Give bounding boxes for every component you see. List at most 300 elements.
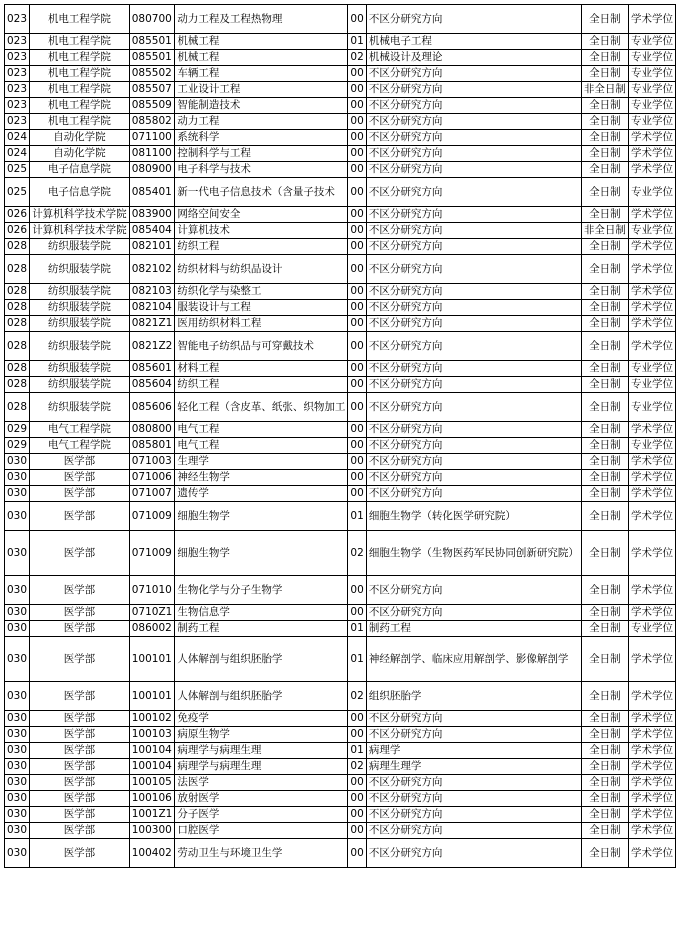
degree-type-cell: 学术学位	[628, 332, 675, 361]
table-row	[5, 682, 676, 711]
degree-type-cell: 学术学位	[628, 807, 675, 823]
direction-code-cell: 02	[348, 759, 367, 775]
direction-name-cell: 不区分研究方向	[366, 146, 581, 162]
direction-code-cell: 00	[348, 393, 367, 422]
college-name-cell: 医学部	[30, 759, 130, 775]
degree-type-cell: 学术学位	[628, 162, 675, 178]
direction-code-cell: 01	[348, 743, 367, 759]
direction-code-cell: 00	[348, 438, 367, 454]
major-code-cell: 100102	[129, 711, 175, 727]
direction-code-cell: 00	[348, 377, 367, 393]
major-name-cell: 智能制造技术	[175, 98, 348, 114]
college-name-cell: 机电工程学院	[30, 82, 130, 98]
direction-name-cell: 不区分研究方向	[366, 727, 581, 743]
major-code-cell: 100101	[129, 682, 175, 711]
major-code-cell: 085604	[129, 377, 175, 393]
major-code-cell: 085606	[129, 393, 175, 422]
college-name-cell: 纺织服装学院	[30, 239, 130, 255]
major-code-cell: 071009	[129, 502, 175, 531]
direction-code-cell: 00	[348, 361, 367, 377]
direction-code-cell: 00	[348, 284, 367, 300]
direction-code-cell: 00	[348, 576, 367, 605]
major-name-cell: 机械工程	[175, 50, 348, 66]
college-name-cell: 计算机科学技术学院	[30, 207, 130, 223]
degree-type-cell: 学术学位	[628, 207, 675, 223]
study-mode-cell: 全日制	[581, 470, 628, 486]
college-code-cell: 030	[5, 637, 30, 682]
study-mode-cell: 全日制	[581, 637, 628, 682]
degree-type-cell: 专业学位	[628, 98, 675, 114]
degree-type-cell: 学术学位	[628, 711, 675, 727]
direction-code-cell: 00	[348, 839, 367, 868]
college-code-cell: 030	[5, 454, 30, 470]
degree-type-cell: 学术学位	[628, 130, 675, 146]
degree-type-cell: 学术学位	[628, 255, 675, 284]
study-mode-cell: 全日制	[581, 823, 628, 839]
study-mode-cell: 全日制	[581, 178, 628, 207]
college-name-cell: 医学部	[30, 682, 130, 711]
table-row	[5, 807, 676, 823]
college-code-cell: 030	[5, 711, 30, 727]
study-mode-cell: 非全日制	[581, 82, 628, 98]
college-name-cell: 医学部	[30, 621, 130, 637]
direction-name-cell: 不区分研究方向	[366, 5, 581, 34]
major-name-cell: 生物信息学	[175, 605, 348, 621]
table-row	[5, 82, 676, 98]
major-name-cell: 分子医学	[175, 807, 348, 823]
direction-code-cell: 00	[348, 332, 367, 361]
college-code-cell: 028	[5, 377, 30, 393]
college-code-cell: 030	[5, 727, 30, 743]
table-row	[5, 637, 676, 682]
direction-name-cell: 不区分研究方向	[366, 454, 581, 470]
college-name-cell: 纺织服装学院	[30, 361, 130, 377]
college-code-cell: 026	[5, 223, 30, 239]
degree-type-cell: 专业学位	[628, 178, 675, 207]
direction-code-cell: 01	[348, 502, 367, 531]
major-code-cell: 082101	[129, 239, 175, 255]
major-code-cell: 100101	[129, 637, 175, 682]
table-row	[5, 531, 676, 576]
college-code-cell: 030	[5, 775, 30, 791]
direction-code-cell: 01	[348, 637, 367, 682]
direction-code-cell: 00	[348, 823, 367, 839]
study-mode-cell: 全日制	[581, 743, 628, 759]
study-mode-cell: 全日制	[581, 332, 628, 361]
college-name-cell: 医学部	[30, 470, 130, 486]
direction-name-cell: 病理生理学	[366, 759, 581, 775]
table-row	[5, 332, 676, 361]
college-code-cell: 029	[5, 438, 30, 454]
table-row	[5, 775, 676, 791]
table-row	[5, 823, 676, 839]
study-mode-cell: 全日制	[581, 502, 628, 531]
major-name-cell: 纺织材料与纺织品设计	[175, 255, 348, 284]
study-mode-cell: 全日制	[581, 239, 628, 255]
college-name-cell: 医学部	[30, 823, 130, 839]
college-name-cell: 计算机科学技术学院	[30, 223, 130, 239]
major-code-cell: 085404	[129, 223, 175, 239]
major-name-cell: 免疫学	[175, 711, 348, 727]
direction-name-cell: 不区分研究方向	[366, 207, 581, 223]
direction-name-cell: 不区分研究方向	[366, 839, 581, 868]
direction-code-cell: 00	[348, 605, 367, 621]
major-code-cell: 085501	[129, 50, 175, 66]
degree-type-cell: 学术学位	[628, 576, 675, 605]
degree-type-cell: 专业学位	[628, 377, 675, 393]
table-row	[5, 178, 676, 207]
direction-name-cell: 不区分研究方向	[366, 130, 581, 146]
direction-code-cell: 00	[348, 178, 367, 207]
college-name-cell: 纺织服装学院	[30, 300, 130, 316]
college-name-cell: 医学部	[30, 637, 130, 682]
direction-name-cell: 不区分研究方向	[366, 114, 581, 130]
major-code-cell: 0710Z1	[129, 605, 175, 621]
degree-type-cell: 学术学位	[628, 470, 675, 486]
study-mode-cell: 全日制	[581, 50, 628, 66]
college-name-cell: 医学部	[30, 839, 130, 868]
college-code-cell: 025	[5, 178, 30, 207]
direction-code-cell: 00	[348, 66, 367, 82]
direction-name-cell: 制药工程	[366, 621, 581, 637]
major-name-cell: 纺织工程	[175, 377, 348, 393]
college-name-cell: 机电工程学院	[30, 66, 130, 82]
degree-type-cell: 学术学位	[628, 743, 675, 759]
college-code-cell: 030	[5, 502, 30, 531]
college-name-cell: 纺织服装学院	[30, 393, 130, 422]
study-mode-cell: 全日制	[581, 98, 628, 114]
direction-code-cell: 00	[348, 239, 367, 255]
direction-code-cell: 00	[348, 486, 367, 502]
major-code-cell: 100103	[129, 727, 175, 743]
major-name-cell: 劳动卫生与环境卫生学	[175, 839, 348, 868]
table-row	[5, 114, 676, 130]
major-name-cell: 系统科学	[175, 130, 348, 146]
direction-name-cell: 不区分研究方向	[366, 791, 581, 807]
direction-name-cell: 不区分研究方向	[366, 775, 581, 791]
degree-type-cell: 学术学位	[628, 531, 675, 576]
study-mode-cell: 全日制	[581, 531, 628, 576]
study-mode-cell: 全日制	[581, 791, 628, 807]
table-row	[5, 34, 676, 50]
major-name-cell: 人体解剖与组织胚胎学	[175, 682, 348, 711]
direction-code-cell: 00	[348, 300, 367, 316]
degree-type-cell: 学术学位	[628, 775, 675, 791]
major-name-cell: 病理学与病理生理	[175, 743, 348, 759]
table-row	[5, 377, 676, 393]
study-mode-cell: 全日制	[581, 255, 628, 284]
degree-type-cell: 学术学位	[628, 146, 675, 162]
direction-name-cell: 不区分研究方向	[366, 470, 581, 486]
direction-code-cell: 00	[348, 98, 367, 114]
direction-name-cell: 不区分研究方向	[366, 332, 581, 361]
table-row	[5, 727, 676, 743]
college-code-cell: 023	[5, 114, 30, 130]
college-code-cell: 023	[5, 98, 30, 114]
study-mode-cell: 全日制	[581, 621, 628, 637]
major-name-cell: 服装设计与工程	[175, 300, 348, 316]
direction-code-cell: 02	[348, 50, 367, 66]
study-mode-cell: 全日制	[581, 300, 628, 316]
table-row	[5, 839, 676, 868]
direction-name-cell: 不区分研究方向	[366, 284, 581, 300]
table-row	[5, 454, 676, 470]
direction-name-cell: 组织胚胎学	[366, 682, 581, 711]
major-code-cell: 071006	[129, 470, 175, 486]
direction-name-cell: 不区分研究方向	[366, 255, 581, 284]
major-name-cell: 法医学	[175, 775, 348, 791]
study-mode-cell: 全日制	[581, 284, 628, 300]
degree-type-cell: 专业学位	[628, 393, 675, 422]
college-code-cell: 023	[5, 5, 30, 34]
major-name-cell: 放射医学	[175, 791, 348, 807]
major-code-cell: 100106	[129, 791, 175, 807]
major-name-cell: 控制科学与工程	[175, 146, 348, 162]
study-mode-cell: 全日制	[581, 162, 628, 178]
direction-name-cell: 细胞生物学（生物医药军民协同创新研究院）	[366, 531, 581, 576]
college-name-cell: 电气工程学院	[30, 438, 130, 454]
study-mode-cell: 全日制	[581, 807, 628, 823]
direction-code-cell: 00	[348, 162, 367, 178]
major-code-cell: 0821Z2	[129, 332, 175, 361]
major-code-cell: 1001Z1	[129, 807, 175, 823]
degree-type-cell: 学术学位	[628, 759, 675, 775]
major-code-cell: 071003	[129, 454, 175, 470]
major-code-cell: 085502	[129, 66, 175, 82]
table-row	[5, 438, 676, 454]
major-name-cell: 病理学与病理生理	[175, 759, 348, 775]
major-code-cell: 081100	[129, 146, 175, 162]
degree-type-cell: 学术学位	[628, 502, 675, 531]
major-code-cell: 100104	[129, 759, 175, 775]
major-name-cell: 轻化工程（含皮革、纸张、织物加工	[175, 393, 348, 422]
table-row	[5, 743, 676, 759]
college-name-cell: 机电工程学院	[30, 50, 130, 66]
college-code-cell: 024	[5, 130, 30, 146]
college-code-cell: 029	[5, 422, 30, 438]
table-row	[5, 361, 676, 377]
direction-code-cell: 00	[348, 807, 367, 823]
table-row	[5, 576, 676, 605]
college-name-cell: 自动化学院	[30, 146, 130, 162]
college-name-cell: 医学部	[30, 727, 130, 743]
study-mode-cell: 全日制	[581, 454, 628, 470]
study-mode-cell: 全日制	[581, 146, 628, 162]
college-code-cell: 030	[5, 791, 30, 807]
college-code-cell: 030	[5, 621, 30, 637]
major-name-cell: 纺织工程	[175, 239, 348, 255]
degree-type-cell: 专业学位	[628, 66, 675, 82]
direction-code-cell: 00	[348, 470, 367, 486]
major-code-cell: 0821Z1	[129, 316, 175, 332]
degree-type-cell: 专业学位	[628, 34, 675, 50]
direction-name-cell: 不区分研究方向	[366, 422, 581, 438]
college-name-cell: 医学部	[30, 711, 130, 727]
table-row	[5, 486, 676, 502]
degree-type-cell: 学术学位	[628, 605, 675, 621]
table-row	[5, 470, 676, 486]
major-code-cell: 082103	[129, 284, 175, 300]
table-body	[5, 5, 676, 868]
major-code-cell: 085801	[129, 438, 175, 454]
major-code-cell: 080700	[129, 5, 175, 34]
degree-type-cell: 学术学位	[628, 486, 675, 502]
study-mode-cell: 全日制	[581, 438, 628, 454]
major-name-cell: 动力工程	[175, 114, 348, 130]
direction-name-cell: 不区分研究方向	[366, 807, 581, 823]
major-name-cell: 口腔医学	[175, 823, 348, 839]
college-name-cell: 医学部	[30, 486, 130, 502]
college-name-cell: 纺织服装学院	[30, 332, 130, 361]
direction-code-cell: 02	[348, 682, 367, 711]
table-row	[5, 621, 676, 637]
direction-name-cell: 病理学	[366, 743, 581, 759]
college-name-cell: 电气工程学院	[30, 422, 130, 438]
major-name-cell: 计算机技术	[175, 223, 348, 239]
college-name-cell: 医学部	[30, 454, 130, 470]
college-code-cell: 028	[5, 284, 30, 300]
college-code-cell: 028	[5, 393, 30, 422]
table-row	[5, 130, 676, 146]
major-code-cell: 085509	[129, 98, 175, 114]
direction-name-cell: 不区分研究方向	[366, 377, 581, 393]
table-row	[5, 316, 676, 332]
table-row	[5, 711, 676, 727]
direction-code-cell: 00	[348, 5, 367, 34]
degree-type-cell: 学术学位	[628, 300, 675, 316]
college-name-cell: 医学部	[30, 531, 130, 576]
study-mode-cell: 全日制	[581, 207, 628, 223]
major-name-cell: 制药工程	[175, 621, 348, 637]
college-name-cell: 电子信息学院	[30, 178, 130, 207]
major-name-cell: 机械工程	[175, 34, 348, 50]
degree-type-cell: 学术学位	[628, 316, 675, 332]
college-name-cell: 机电工程学院	[30, 34, 130, 50]
college-code-cell: 023	[5, 82, 30, 98]
major-code-cell: 080800	[129, 422, 175, 438]
table-row	[5, 50, 676, 66]
degree-type-cell: 学术学位	[628, 284, 675, 300]
direction-code-cell: 02	[348, 531, 367, 576]
college-name-cell: 医学部	[30, 576, 130, 605]
major-name-cell: 车辆工程	[175, 66, 348, 82]
direction-name-cell: 不区分研究方向	[366, 239, 581, 255]
direction-name-cell: 不区分研究方向	[366, 98, 581, 114]
table-row	[5, 207, 676, 223]
program-table	[4, 4, 676, 868]
direction-name-cell: 不区分研究方向	[366, 66, 581, 82]
direction-name-cell: 不区分研究方向	[366, 605, 581, 621]
major-name-cell: 病原生物学	[175, 727, 348, 743]
degree-type-cell: 学术学位	[628, 422, 675, 438]
study-mode-cell: 全日制	[581, 682, 628, 711]
major-name-cell: 神经生物学	[175, 470, 348, 486]
direction-name-cell: 不区分研究方向	[366, 300, 581, 316]
college-code-cell: 028	[5, 316, 30, 332]
college-name-cell: 纺织服装学院	[30, 377, 130, 393]
degree-type-cell: 学术学位	[628, 727, 675, 743]
study-mode-cell: 全日制	[581, 775, 628, 791]
direction-code-cell: 00	[348, 791, 367, 807]
major-name-cell: 细胞生物学	[175, 531, 348, 576]
college-name-cell: 医学部	[30, 791, 130, 807]
table-row	[5, 239, 676, 255]
college-code-cell: 030	[5, 807, 30, 823]
table-row	[5, 284, 676, 300]
degree-type-cell: 学术学位	[628, 5, 675, 34]
college-code-cell: 030	[5, 576, 30, 605]
table-row	[5, 255, 676, 284]
college-code-cell: 030	[5, 605, 30, 621]
table-row	[5, 791, 676, 807]
college-code-cell: 030	[5, 743, 30, 759]
table-row	[5, 66, 676, 82]
major-code-cell: 085802	[129, 114, 175, 130]
study-mode-cell: 全日制	[581, 727, 628, 743]
study-mode-cell: 全日制	[581, 422, 628, 438]
direction-code-cell: 00	[348, 130, 367, 146]
degree-type-cell: 专业学位	[628, 223, 675, 239]
major-code-cell: 085601	[129, 361, 175, 377]
table-row	[5, 98, 676, 114]
direction-code-cell: 00	[348, 82, 367, 98]
major-name-cell: 生理学	[175, 454, 348, 470]
study-mode-cell: 全日制	[581, 316, 628, 332]
college-code-cell: 028	[5, 332, 30, 361]
degree-type-cell: 学术学位	[628, 239, 675, 255]
college-code-cell: 030	[5, 531, 30, 576]
major-name-cell: 动力工程及工程热物理	[175, 5, 348, 34]
direction-code-cell: 00	[348, 207, 367, 223]
major-name-cell: 电气工程	[175, 422, 348, 438]
major-code-cell: 085507	[129, 82, 175, 98]
major-name-cell: 智能电子纺织品与可穿戴技术	[175, 332, 348, 361]
direction-name-cell: 不区分研究方向	[366, 162, 581, 178]
table-row	[5, 759, 676, 775]
direction-name-cell: 细胞生物学（转化医学研究院）	[366, 502, 581, 531]
direction-name-cell: 不区分研究方向	[366, 82, 581, 98]
college-name-cell: 纺织服装学院	[30, 316, 130, 332]
college-name-cell: 纺织服装学院	[30, 255, 130, 284]
college-name-cell: 自动化学院	[30, 130, 130, 146]
study-mode-cell: 非全日制	[581, 223, 628, 239]
study-mode-cell: 全日制	[581, 576, 628, 605]
major-code-cell: 100104	[129, 743, 175, 759]
major-code-cell: 071009	[129, 531, 175, 576]
direction-name-cell: 不区分研究方向	[366, 486, 581, 502]
major-name-cell: 材料工程	[175, 361, 348, 377]
direction-code-cell: 00	[348, 255, 367, 284]
table-row	[5, 422, 676, 438]
college-name-cell: 医学部	[30, 605, 130, 621]
degree-type-cell: 学术学位	[628, 791, 675, 807]
study-mode-cell: 全日制	[581, 711, 628, 727]
direction-name-cell: 不区分研究方向	[366, 438, 581, 454]
college-name-cell: 电子信息学院	[30, 162, 130, 178]
direction-name-cell: 机械电子工程	[366, 34, 581, 50]
college-code-cell: 024	[5, 146, 30, 162]
study-mode-cell: 全日制	[581, 5, 628, 34]
major-name-cell: 细胞生物学	[175, 502, 348, 531]
college-name-cell: 机电工程学院	[30, 5, 130, 34]
direction-name-cell: 不区分研究方向	[366, 823, 581, 839]
study-mode-cell: 全日制	[581, 393, 628, 422]
degree-type-cell: 专业学位	[628, 361, 675, 377]
study-mode-cell: 全日制	[581, 34, 628, 50]
direction-code-cell: 00	[348, 223, 367, 239]
degree-type-cell: 专业学位	[628, 114, 675, 130]
major-code-cell: 080900	[129, 162, 175, 178]
